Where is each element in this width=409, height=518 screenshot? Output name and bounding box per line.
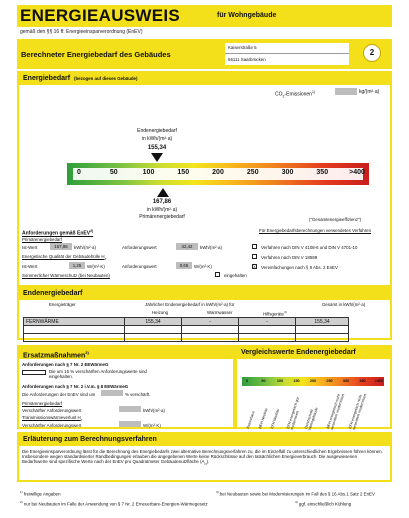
explanation-section: [17, 432, 392, 482]
page-heading: Berechneter Energiebedarf des Gebäudes: [21, 50, 171, 59]
comparison-header: Vergleichswerte Endenergiebedarf: [237, 347, 390, 359]
col-hilfs-head: Hilfsgeräte$^{4)}$: [263, 310, 287, 317]
scale-tick-label: 0: [77, 169, 81, 176]
comparison-tick-label: 100: [276, 379, 284, 383]
comparison-tick-label: 250: [326, 379, 333, 383]
method-3-label: Vereinfachungen nach § 9 Abs. 2 EnEV: [261, 265, 338, 270]
carrier-cell: FERNWÄRME: [24, 318, 125, 326]
method-3-checkbox[interactable]: [252, 264, 257, 269]
page-heading-bar: [17, 39, 392, 69]
method-1-label: Verfahren nach DIN V 4108-6 und DIN V 4701-10: [261, 245, 358, 250]
energiebedarf-section: [17, 71, 392, 287]
primary-energy-value: 167,86: [152, 199, 172, 205]
ersatz-trans-field[interactable]: [119, 421, 141, 427]
table-row: [24, 334, 349, 342]
address-box: [225, 43, 349, 65]
co2-unit: kg/(m²·a): [359, 89, 380, 95]
ersatz-req-1-checkbox[interactable]: [22, 370, 46, 375]
co2-value-field: [335, 88, 357, 95]
ersatz-trans-head: Transmissionswärmeverlust $H_T$: [22, 415, 83, 422]
table-row: [24, 326, 349, 334]
end-energy-arrow: [151, 153, 163, 162]
endenergiebedarf-header: Endenergiebedarf: [19, 288, 390, 300]
method-2-checkbox[interactable]: [252, 254, 257, 259]
address-line-2: 66111 Saarbrücken: [228, 57, 266, 62]
col-group-head: Jährlicher Endenergiebedarf in kWh/(m²·a) für: [145, 302, 235, 307]
col-carrier-head: Energieträger: [49, 302, 76, 307]
ersatz-primary-field[interactable]: [119, 406, 141, 412]
comparison-scale-bar: [242, 377, 384, 386]
ersatz-primary-strict: Verschärfter Anforderungswert: [22, 408, 82, 413]
energiebedarf-note: (bezogen auf dieses Gebäude): [74, 76, 138, 81]
ersatz-percent-field[interactable]: [101, 390, 123, 396]
col-total-head: Gesamt in kWh/(m²·a): [322, 302, 366, 307]
footnote-2: $^{2)}$ nur bei Neubauten im Falle der Anwendung von § 7 Nr. 2 Erneuerbare-Energien-Wärmegesetz: [20, 500, 208, 507]
col-warmwasser-head: Warmwasser: [207, 310, 233, 315]
hilfs-cell: -: [239, 318, 296, 326]
comparison-category-label: Passivhaus: [246, 410, 256, 430]
footnote-4: $^{4)}$ ggf. einschließlich Kühlung: [295, 500, 352, 507]
requirement-value-label: Anforderungswert: [122, 245, 157, 250]
primary-energy-label: Primärenergiebedarf: [139, 214, 185, 220]
warmwasser-cell: -: [182, 318, 239, 326]
page-number-badge: [363, 44, 381, 62]
comparison-category-label: Durchschnitt Wohngebäude: [304, 407, 319, 431]
comparison-category-label: MFH energetisch nicht wesentlich modernisiert: [326, 393, 346, 431]
summer-protection-label: Sommerlicher Wärmeschutz (bei Neubauten): [22, 273, 110, 278]
requirement-value-2-label: Anforderungswert: [122, 264, 157, 269]
comparison-tick-label: 350: [359, 379, 366, 383]
ersatz-req-1-text: Die um 15 % verschärften Anforderungswerte sind eingehalten.: [49, 369, 147, 379]
header-bar: [17, 5, 392, 27]
method-2-label: Verfahren nach DIN V 18599: [261, 255, 318, 260]
comparison-tick-label: 300: [342, 379, 350, 383]
ist-value-2-unit: W/(m²·K): [87, 264, 105, 269]
end-energy-label: Endenergiebedarf: [137, 128, 177, 134]
ersatz-req-2-text: Die Anforderungen der EnEV sind um: [22, 392, 96, 397]
page-number: 2: [369, 48, 375, 57]
energy-certificate-page: [17, 3, 392, 517]
ersatz-section: [17, 345, 235, 429]
ersatz-req-1: Anforderungen nach § 7 Nr. 2 EEWärmeG: [22, 362, 109, 367]
footnote-1: $^{1)}$ freiwillige Angaben: [20, 490, 61, 497]
comparison-tick-label: 200: [309, 379, 317, 383]
envelope-quality-subhead: Energetische Qualität der Gebäudehülle $H_T$: [22, 254, 107, 261]
ist-value-2-field: 1,25: [69, 262, 85, 269]
summer-protection-checkbox[interactable]: [215, 272, 220, 277]
summer-protection-value: eingehalten: [224, 273, 247, 278]
ist-value-label: Ist-Wert: [22, 245, 38, 250]
requirements-title: Anforderungen gemäß EnEV$^{2)}$: [22, 229, 94, 237]
scale-tick-label: 300: [281, 169, 294, 176]
energy-scale-ticks: [67, 163, 369, 185]
primary-energy-arrow: [157, 188, 169, 197]
scale-tick-label: 350: [316, 169, 329, 176]
ist-value-unit: kWh/(m²·a): [74, 245, 96, 250]
ist-value-2-label: Ist-Wert: [22, 264, 38, 269]
table-row: [24, 318, 349, 326]
requirement-value-field: 42,42: [176, 243, 198, 250]
scale-tick-label: 200: [212, 169, 224, 176]
ersatz-req-2: Anforderungen nach § 7 Nr. 2 i.V.m. § 8 EEWärmeG: [22, 384, 129, 389]
col-heizung-head: Heizung: [152, 310, 169, 315]
endenergie-grid: [23, 317, 349, 342]
ersatz-trans-unit: W/(m²·K): [143, 423, 161, 428]
ersatz-primary-unit: kWh/(m²·a): [143, 408, 165, 413]
comparison-section: [235, 345, 392, 429]
endenergie-table: [23, 317, 349, 342]
ersatz-percent-unit: % verschärft.: [125, 392, 151, 397]
ist-value-field: 167,86: [50, 243, 72, 250]
document-subtitle: für Wohngebäude: [217, 12, 277, 19]
document-title: ENERGIEAUSWEIS: [20, 6, 181, 25]
comparison-tick-label: 150: [293, 379, 300, 383]
comparison-tick-label: >400: [374, 379, 384, 383]
scale-tick-label: 150: [177, 169, 190, 176]
regulation-note: gemäß den §§ 16 ff. Energieeinsparverordnung (EnEV): [20, 29, 143, 35]
comparison-tick-label: 50: [261, 379, 266, 383]
ersatz-header: Ersatzmaßnahmen$^{3)}$: [19, 347, 233, 359]
scale-tick-label: 100: [142, 169, 155, 176]
end-energy-unit: in kWh/(m²·a): [141, 136, 173, 142]
comparison-category-label: MFH Neubau: [258, 407, 269, 430]
requirement-value-unit: kWh/(m²·a): [200, 245, 222, 250]
method-1-checkbox[interactable]: [252, 244, 257, 249]
total-efficiency-note: ("Gesamtenergieeffizienz"): [309, 217, 362, 222]
explanation-text: Die Energieeinsparverordnung lässt für die Berechnung des Energiebedarfs zwei alternative Berechnungsverfahren zu, die im Einzelfall zu unterschiedlichen Ergebnissen führen können. Insbesondere wegen standardisierter Randbedingungen erlauben die angegebenen Werte keine Rückschlüsse auf den tatsächlichen Energieverbrauch. Die ausgewiesenen Bedarfswerte sind spezifische Werte nach der EnEV pro Quadratmeter Gebäudenutzfläche $(A_N)$.: [22, 449, 383, 466]
method-head: Für Energiebedarfsberechnungen verwendetes Verfahren: [259, 228, 372, 233]
heizung-cell: 155,34: [125, 318, 182, 326]
explanation-header: Erläuterung zum Berechnungsverfahren: [19, 434, 390, 446]
energy-scale-bar: [67, 163, 369, 185]
comparison-scale-ticks: [242, 377, 384, 386]
scale-tick-label: >400: [349, 169, 365, 176]
end-energy-value: 155,34: [147, 145, 167, 151]
co2-emissions-label: $CO_2-Emissionen^{1)}$: [275, 90, 316, 99]
address-line-1: Kaiserstraße 5: [228, 45, 257, 50]
energiebedarf-header: [19, 73, 390, 85]
comparison-category-label: EFH energetisch nicht wesentlich modernisiert: [348, 393, 368, 431]
energiebedarf-title: Energiebedarf: [23, 75, 71, 82]
primary-energy-subhead: Primärenergiebedarf: [22, 237, 63, 242]
ersatz-primary-head: Primärenergiebedarf: [22, 401, 63, 406]
comparison-tick-label: 0: [245, 379, 249, 383]
scale-tick-label: 50: [109, 169, 118, 176]
ersatz-trans-strict: Verschärfter Anforderungswert: [22, 423, 82, 428]
comparison-category-label: EFH Neubau: [270, 408, 281, 430]
scale-tick-label: 250: [246, 169, 259, 176]
endenergiebedarf-section: [17, 286, 392, 340]
requirement-value-2-unit: W/(m²·K): [194, 264, 212, 269]
comparison-category-label: EFH energetisch gut modernisiert: [286, 396, 300, 431]
primary-energy-unit: in kWh/(m²·a): [146, 207, 178, 213]
total-cell: 155,34: [296, 318, 349, 326]
footnote-3: $^{3)}$ bei Neubauten sowie bei Modernisierungen im Fall des § 16 Abs.1 Satz 2 EnEV: [216, 490, 375, 497]
comparison-labels: [242, 388, 384, 431]
requirement-value-2-field: 0,65: [176, 262, 192, 269]
method-3-mark: x: [253, 264, 256, 269]
